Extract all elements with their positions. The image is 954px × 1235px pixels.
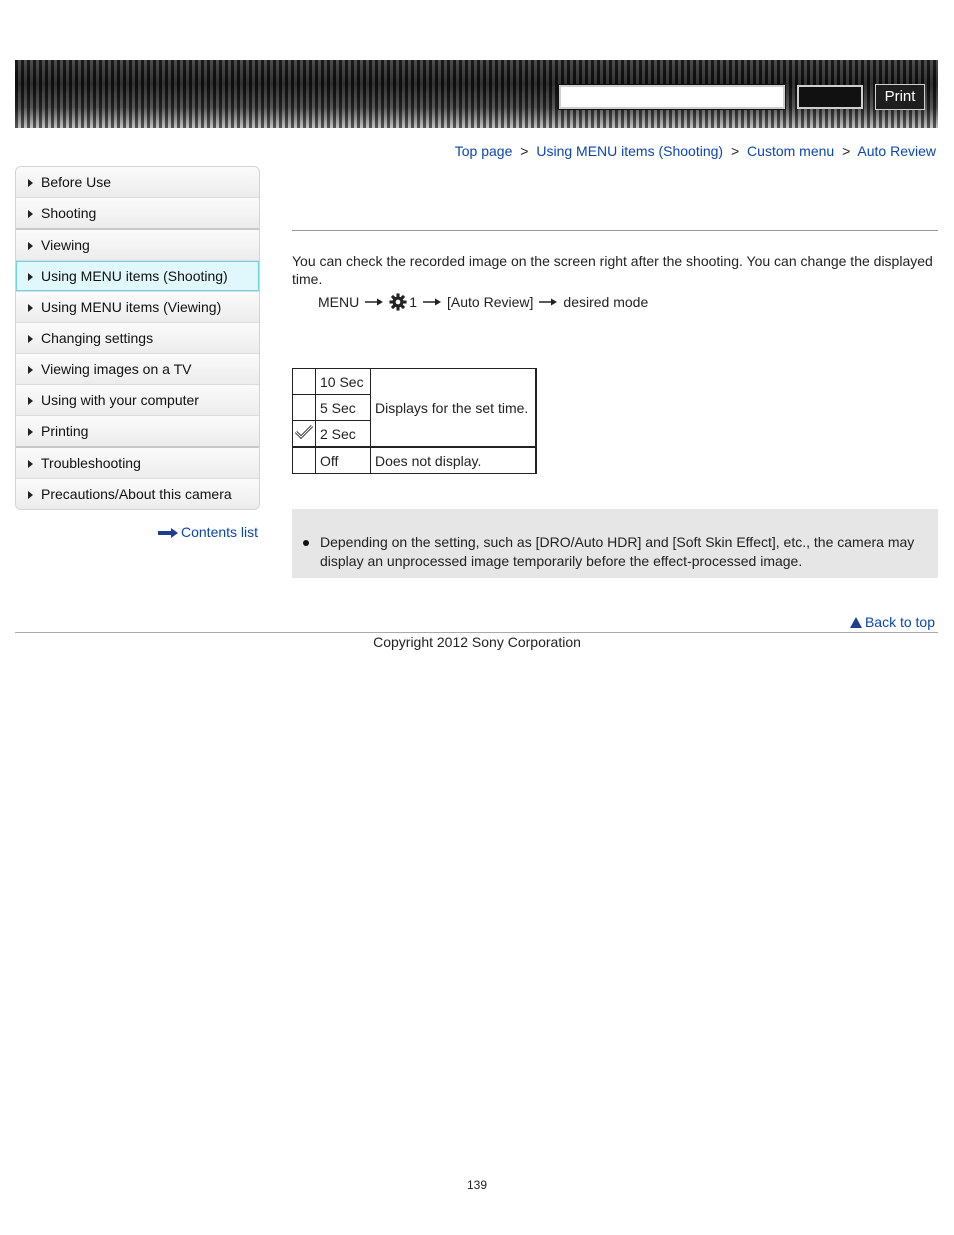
option-marker-cell	[293, 395, 316, 421]
sidebar-item-before-use[interactable]	[16, 167, 259, 198]
table-row	[293, 369, 537, 395]
contents-list-label: Contents list	[181, 524, 259, 540]
sidebar-item-label: Precautions/About this camera	[41, 486, 232, 502]
triangle-up-icon	[850, 617, 862, 628]
sidebar-item-precautions[interactable]	[16, 479, 259, 509]
menu-path-end: desired mode	[563, 294, 649, 310]
sidebar-item-label: Viewing	[41, 237, 90, 253]
sidebar-item-label: Troubleshooting	[41, 455, 141, 471]
menu-path-menu: MENU	[318, 294, 360, 310]
back-to-top-label: Back to top	[864, 614, 935, 630]
sidebar-item-label: Shooting	[41, 205, 97, 221]
gear-icon	[389, 293, 407, 311]
sidebar-item-changing-settings[interactable]	[16, 323, 259, 354]
bullet-icon	[303, 540, 309, 546]
option-marker-cell	[293, 447, 316, 474]
sidebar-item-label: Using MENU items (Shooting)	[41, 268, 228, 284]
menu-path	[318, 293, 648, 311]
arrow-right-icon	[28, 304, 33, 312]
sidebar-item-printing[interactable]	[16, 416, 259, 448]
arrow-right-icon	[28, 491, 33, 499]
search-button[interactable]	[797, 85, 863, 109]
footer-divider	[15, 632, 938, 633]
arrow-right-icon	[28, 210, 33, 218]
checkmark-icon	[294, 423, 314, 441]
table-row	[293, 447, 537, 474]
arrow-right-icon	[28, 242, 33, 250]
arrow-right-icon	[158, 528, 178, 538]
print-button[interactable]: Print	[875, 84, 925, 110]
breadcrumb-separator: >	[842, 143, 851, 159]
sidebar-item-using-computer[interactable]	[16, 385, 259, 416]
arrow-right-icon	[28, 460, 33, 468]
note-text: Depending on the setting, such as [DRO/Auto HDR] and [Soft Skin Effect], etc., the camera may display an unprocessed image temporarily before the effect-processed image.	[320, 534, 915, 569]
arrow-right-icon	[28, 335, 33, 343]
search-input[interactable]	[559, 85, 785, 109]
arrow-right-icon	[28, 179, 33, 187]
breadcrumb	[455, 143, 936, 159]
arrow-right-icon	[28, 366, 33, 374]
sidebar-item-using-menu-shooting[interactable]	[16, 261, 259, 292]
sidebar-item-viewing[interactable]	[16, 230, 259, 261]
sidebar-item-viewing-on-tv[interactable]	[16, 354, 259, 385]
sidebar-item-label: Changing settings	[41, 330, 154, 346]
sidebar-item-label: Before Use	[41, 174, 112, 190]
option-description: Displays for the set time.	[371, 369, 537, 448]
copyright: Copyright 2012 Sony Corporation	[373, 634, 581, 650]
option-description: Does not display.	[371, 447, 537, 474]
breadcrumb-top-page[interactable]: Top page	[454, 143, 513, 159]
title-divider	[292, 230, 938, 231]
sidebar-item-using-menu-viewing[interactable]	[16, 292, 259, 323]
breadcrumb-using-menu-shooting[interactable]: Using MENU items (Shooting)	[536, 143, 724, 159]
option-name: 2 Sec	[316, 421, 371, 448]
option-marker-cell	[293, 421, 316, 448]
note-box	[292, 509, 938, 578]
sidebar-item-label: Using MENU items (Viewing)	[41, 299, 222, 315]
sidebar-nav	[15, 166, 260, 510]
arrow-right-icon	[28, 397, 33, 405]
breadcrumb-auto-review[interactable]: Auto Review	[857, 143, 936, 159]
option-name: 5 Sec	[316, 395, 371, 421]
menu-path-tab-number: 1	[409, 294, 418, 310]
back-to-top-link[interactable]	[850, 614, 935, 630]
breadcrumb-custom-menu[interactable]: Custom menu	[747, 143, 835, 159]
contents-list-link[interactable]	[158, 524, 258, 540]
header-bar	[15, 60, 938, 128]
page-number: 139	[466, 1178, 488, 1192]
sidebar-item-label: Using with your computer	[41, 392, 199, 408]
option-name: Off	[316, 447, 371, 474]
arrow-right-icon	[423, 298, 441, 306]
arrow-right-icon	[539, 298, 557, 306]
sidebar-item-shooting[interactable]	[16, 198, 259, 230]
breadcrumb-separator: >	[520, 143, 529, 159]
options-table	[292, 368, 537, 474]
sidebar-item-troubleshooting[interactable]	[16, 448, 259, 479]
arrow-right-icon	[365, 298, 383, 306]
arrow-right-icon	[28, 428, 33, 436]
sidebar-item-label: Viewing images on a TV	[41, 361, 192, 377]
intro-text: You can check the recorded image on the screen right after the shooting. You can change the displayed time.	[292, 253, 933, 287]
option-marker-cell	[293, 369, 316, 395]
option-name: 10 Sec	[316, 369, 371, 395]
breadcrumb-separator: >	[730, 143, 740, 159]
arrow-right-icon	[28, 273, 33, 281]
menu-path-item: [Auto Review]	[447, 294, 534, 310]
sidebar-item-label: Printing	[41, 423, 89, 439]
